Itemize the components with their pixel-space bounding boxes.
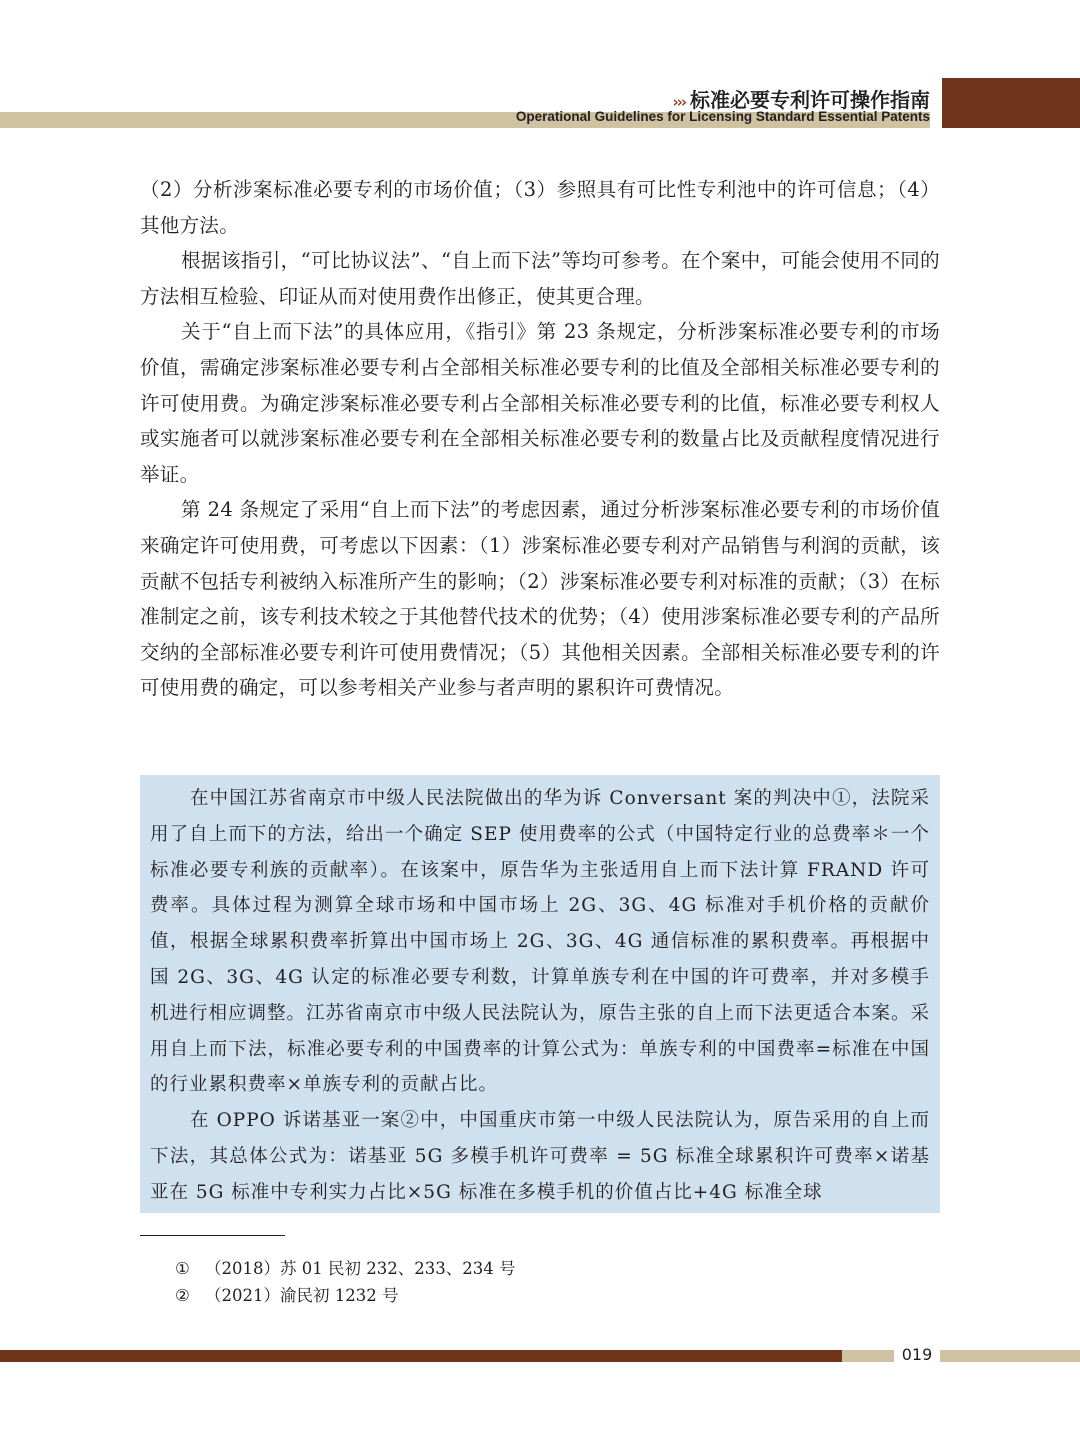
footnote-marker: ① (175, 1259, 190, 1278)
paragraph: 关于“自上而下法”的具体应用，《指引》第 23 条规定，分析涉案标准必要专利的市场价值，需确定涉案标准必要专利占全部相关标准必要专利的比值及全部相关标准必要专利的许可使用费。为确定涉案标准必要专利占全部相关标准必要专利的比值，标准必要专利权人或实施者可以就涉案标准必要专利在全部相关标准必要专利的数量占比及贡献程度情况进行举证。 (140, 320, 940, 486)
running-title-en: Operational Guidelines for Licensing Standard Essential Patents (515, 109, 930, 124)
footnote-text: （2021）渝民初 1232 号 (205, 1286, 399, 1305)
footnote-text: （2018）苏 01 民初 232、233、234 号 (205, 1259, 516, 1278)
header-brown-block (942, 78, 1080, 128)
paragraph: （2）分析涉案标准必要专利的市场价值；（3）参照具有可比性专利池中的许可信息；（4）其他方法。 (140, 178, 940, 237)
paragraph: 根据该指引，“可比协议法”、“自上而下法”等均可参考。在个案中，可能会使用不同的方法相互检验、印证从而对使用费作出修正，使其更合理。 (140, 249, 940, 308)
paragraph: 第 24 条规定了采用“自上而下法”的考虑因素，通过分析涉案标准必要专利的市场价值来确定许可使用费，可考虑以下因素：（1）涉案标准必要专利对产品销售与利润的贡献，该贡献不包括专利被纳入标准所产生的影响；（2）涉案标准必要专利对标准的贡献；（3）在标准制定之前，该专利技术较之于其他替代技术的优势；（4）使用涉案标准必要专利的产品所交纳的全部标准必要专利许可使用费情况；（5）其他相关因素。全部相关标准必要专利的许可使用费的确定，可以参考相关产业参与者声明的累积许可费情况。 (140, 498, 940, 700)
footnote-marker: ② (175, 1286, 190, 1305)
footnotes (175, 1255, 515, 1309)
footer-brown-bar (0, 1350, 842, 1362)
case-study-box (140, 775, 940, 1213)
footnote-item (175, 1255, 515, 1282)
case-paragraph: 在中国江苏省南京市中级人民法院做出的华为诉 Conversant 案的判决中①，法院采用了自上而下的方法，给出一个确定 SEP 使用费率的公式（中国特定行业的总费率＊一个标准必要专利族的贡献率）。在该案中，原告华为主张适用自上而下法计算 FRAND 许可费率。具体过程为测算全球市场和中国市场上 2G、3G、4G 标准对手机价格的贡献价值，根据全球累积费率折算出中国市场上 2G、3G、4G 通信标准的累积费率。再根据中国 2G、3G、4G 认定的标准必要专利数，计算单族专利在中国的许可费率，并对多模手机进行相应调整。江苏省南京市中级人民法院认为，原告主张的自上而下法更适合本案。采用自上而下法，标准必要专利的中国费率的计算公式为：单族专利的中国费率=标准在中国的行业累积费率×单族专利的贡献占比。 (150, 788, 931, 1096)
footnote-item (175, 1282, 515, 1309)
page-number: 019 (901, 1345, 933, 1364)
running-title-cn: 标准必要专利许可操作指南 (690, 88, 930, 112)
body-text (140, 172, 940, 706)
footer-tan-bar (940, 1350, 1080, 1362)
case-paragraph: 在 OPPO 诉诺基亚一案②中，中国重庆市第一中级人民法院认为，原告采用的自上而下法，其总体公式为：诺基亚 5G 多模手机许可费率 = 5G 标准全球累积许可费率×诺基亚在 5G 标准中专利实力占比×5G 标准在多模手机的价值占比+4G 标准全球 (150, 1110, 930, 1203)
footnote-divider (140, 1235, 285, 1236)
footer-tan-bar (842, 1350, 894, 1362)
chevron-right-icon: ››› (672, 93, 685, 111)
